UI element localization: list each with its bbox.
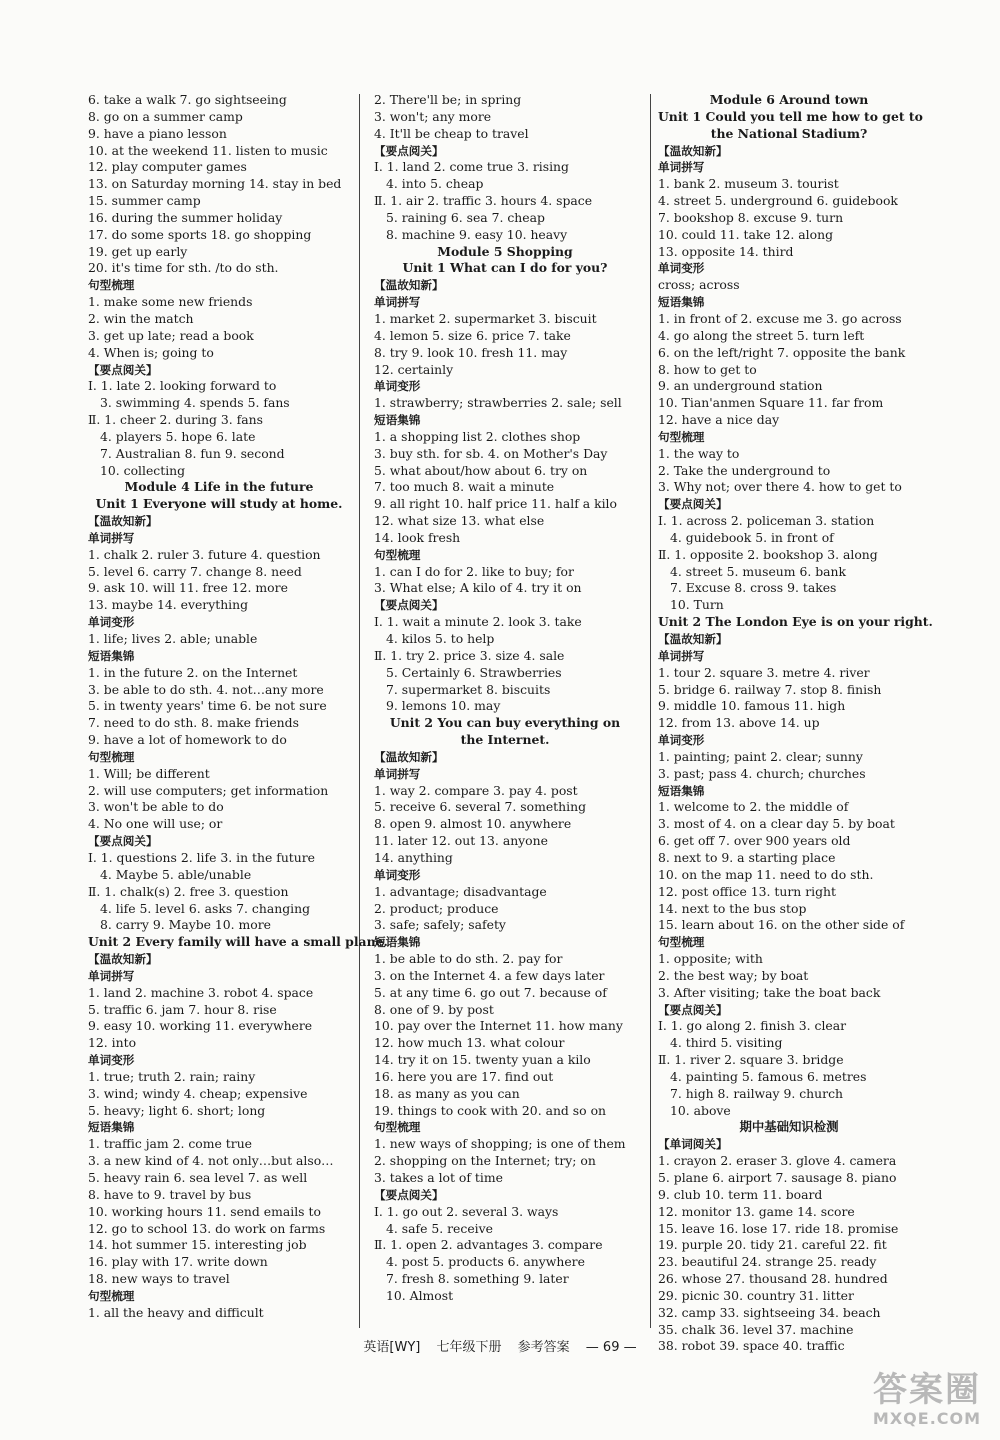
- answer-line: 5. in twenty years' time 6. be not sure: [88, 698, 327, 714]
- answer-line: 5. heavy rain 6. sea level 7. as well: [88, 1170, 308, 1185]
- answer-line: 8. one of 9. by post: [374, 1001, 494, 1017]
- answer-line: 2. Take the underground to: [658, 462, 831, 478]
- answer-line: 26. whose 27. thousand 28. hundred: [658, 1271, 888, 1287]
- answer-line: 5. at any time 6. go out 7. because of: [374, 984, 607, 1000]
- section-heading: 【温故知新】: [658, 632, 728, 646]
- answer-line: 1. strawberry; strawberries 2. sale; sell: [374, 395, 622, 411]
- answer-line: 14. look fresh: [374, 529, 461, 545]
- answer-line: 10. on the map 11. need to do sth.: [658, 866, 874, 882]
- answer-line: Ⅰ. 1. across 2. policeman 3. station: [658, 513, 875, 529]
- section-heading: 单词拼写: [658, 160, 705, 175]
- answer-line: 12. go to school 13. do work on farms: [88, 1220, 326, 1236]
- answer-line: 14. hot summer 15. interesting job: [88, 1237, 307, 1253]
- answer-line: 7. high 8. railway 9. church: [670, 1085, 843, 1101]
- answer-line: 15. summer camp: [88, 193, 201, 209]
- answer-line: 4. players 5. hope 6. late: [100, 428, 256, 444]
- answer-line: 7. bookshop 8. excuse 9. turn: [658, 209, 844, 225]
- answer-line: 9. all right 10. half price 11. half a kilo: [374, 496, 617, 512]
- answer-line: 1. can I do for 2. like to buy; for: [374, 563, 574, 579]
- answer-line: 9. easy 10. working 11. everywhere: [88, 1018, 313, 1034]
- answer-line: 9. lemons 10. may: [386, 698, 501, 714]
- answer-line: 12. from 13. above 14. up: [658, 715, 820, 731]
- answer-line: 9. have a piano lesson: [88, 125, 227, 141]
- answer-line: 16. here you are 17. find out: [374, 1068, 554, 1084]
- answer-line: 4. It'll be cheap to travel: [374, 125, 529, 141]
- answer-line: 4. kilos 5. to help: [386, 631, 495, 646]
- section-heading: 【单词阅关】: [658, 1137, 728, 1152]
- answer-line: 1. chalk 2. ruler 3. future 4. question: [88, 546, 321, 562]
- answer-line: 1. true; truth 2. rain; rainy: [88, 1068, 256, 1084]
- answer-line: 2. There'll be; in spring: [374, 92, 522, 107]
- section-heading: 【要点阅关】: [374, 598, 444, 613]
- section-heading: 【温故知新】: [88, 514, 158, 529]
- answer-line: 3. takes a lot of time: [374, 1170, 503, 1185]
- answer-line: 19. purple 20. tidy 21. careful 22. fit: [658, 1237, 887, 1253]
- answer-line: 4. painting 5. famous 6. metres: [670, 1068, 867, 1084]
- answer-line: 14. try it on 15. twenty yuan a kilo: [374, 1052, 591, 1068]
- answer-column-3: [658, 92, 933, 1355]
- answer-line: 4. safe 5. receive: [386, 1220, 493, 1236]
- section-heading: 单词拼写: [374, 295, 421, 310]
- answer-line: 3. won't; any more: [374, 108, 492, 124]
- answer-line: 1. painting; paint 2. clear; sunny: [658, 748, 863, 764]
- answer-line: 13. on Saturday morning 14. stay in bed: [88, 176, 342, 192]
- answer-line: 6. get off 7. over 900 years old: [658, 833, 851, 849]
- section-heading: 短语集锦: [374, 935, 421, 950]
- answer-line: 1. opposite; with: [658, 951, 763, 967]
- answer-line: 5. bridge 6. railway 7. stop 8. finish: [658, 681, 882, 697]
- answer-line: Ⅱ. 1. river 2. square 3. bridge: [658, 1052, 844, 1068]
- answer-line: Ⅱ. 1. air 2. traffic 3. hours 4. space: [374, 193, 593, 209]
- module-heading: Module 5 Shopping: [437, 243, 573, 259]
- module-heading: Unit 1 Could you tell me how to get to: [658, 108, 923, 124]
- watermark-url: MXQE.COM: [872, 1409, 982, 1428]
- answer-line: 2. shopping on the Internet; try; on: [374, 1153, 596, 1169]
- answer-line: 7. supermarket 8. biscuits: [386, 681, 551, 697]
- answer-line: 10. Turn: [670, 597, 724, 613]
- answer-line: 5. level 6. carry 7. change 8. need: [88, 563, 302, 579]
- answer-line: 3. won't be able to do: [88, 799, 224, 815]
- answer-line: 10. above: [670, 1102, 731, 1118]
- answer-line: 1. new ways of shopping; is one of them: [374, 1136, 626, 1152]
- answer-line: 3. on the Internet 4. a few days later: [374, 967, 605, 983]
- answer-line: Ⅱ. 1. opposite 2. bookshop 3. along: [658, 546, 878, 562]
- answer-line: 10. Almost: [386, 1287, 454, 1303]
- answer-line: 29. picnic 30. country 31. litter: [658, 1287, 854, 1303]
- answer-line: 3. buy sth. for sb. 4. on Mother's Day: [374, 445, 608, 461]
- answer-line: 4. street 5. museum 6. bank: [670, 563, 847, 579]
- answer-line: Ⅰ. 1. go along 2. finish 3. clear: [658, 1018, 847, 1034]
- section-heading: 【温故知新】: [374, 278, 444, 293]
- answer-line: 10. Tian'anmen Square 11. far from: [658, 395, 884, 411]
- answer-line: 1. the way to: [658, 445, 740, 461]
- section-heading: 短语集锦: [374, 413, 421, 428]
- answer-line: 1. make some new friends: [88, 294, 253, 310]
- column-divider: [650, 94, 651, 1328]
- answer-column-1: [88, 92, 388, 1322]
- section-heading: 单词拼写: [88, 530, 135, 545]
- section-heading: 句型梳理: [658, 935, 705, 950]
- answer-line: 1. in front of 2. excuse me 3. go across: [658, 310, 902, 326]
- answer-line: 16. play with 17. write down: [88, 1254, 268, 1270]
- footer-grade: 七年级下册: [436, 1340, 502, 1355]
- module-heading: the Internet.: [460, 732, 550, 748]
- module-heading: 期中基础知识检测: [739, 1119, 839, 1135]
- answer-line: 12. post office 13. turn right: [658, 883, 836, 899]
- answer-line: 3. After visiting; take the boat back: [658, 984, 881, 1000]
- answer-line: 1. market 2. supermarket 3. biscuit: [374, 310, 597, 326]
- answer-line: 8. carry 9. Maybe 10. more: [100, 917, 272, 933]
- section-heading: 单词拼写: [658, 648, 705, 663]
- answer-line: 2. win the match: [88, 310, 194, 326]
- section-heading: 单词拼写: [88, 968, 135, 983]
- answer-line: 3. Why not; over there 4. how to get to: [658, 479, 902, 495]
- module-heading: Module 4 Life in the future: [124, 479, 314, 495]
- answer-line: 5. receive 6. several 7. something: [374, 799, 587, 815]
- answer-line: 4. No one will use; or: [88, 816, 223, 832]
- section-heading: 【要点阅关】: [374, 1187, 444, 1202]
- answer-line: 4. lemon 5. size 6. price 7. take: [374, 327, 571, 343]
- section-heading: 【要点阅关】: [374, 143, 444, 158]
- answer-line: 15. leave 16. lose 17. ride 18. promise: [658, 1220, 899, 1236]
- answer-line: 2. the best way; by boat: [658, 967, 809, 983]
- answer-line: 9. club 10. term 11. board: [658, 1186, 823, 1202]
- answer-line: Ⅰ. 1. land 2. come true 3. rising: [374, 159, 569, 175]
- answer-line: 4. When is; going to: [88, 344, 214, 360]
- answer-line: 3. most of 4. on a clear day 5. by boat: [658, 816, 895, 832]
- answer-line: 5. raining 6. sea 7. cheap: [386, 209, 545, 225]
- answer-line: Ⅱ. 1. cheer 2. during 3. fans: [88, 412, 263, 428]
- answer-line: 12. play computer games: [88, 159, 247, 175]
- answer-line: 5. heavy; light 6. short; long: [88, 1102, 266, 1118]
- section-heading: 句型梳理: [88, 278, 135, 293]
- answer-line: 1. in the future 2. on the Internet: [88, 664, 298, 680]
- section-heading: 短语集锦: [658, 783, 705, 798]
- answer-line: cross; across: [658, 277, 740, 293]
- answer-line: 15. learn about 16. on the other side of: [658, 917, 905, 933]
- answer-line: 14. next to the bus stop: [658, 900, 807, 916]
- answer-line: 3. be able to do sth. 4. not…any more: [88, 681, 324, 697]
- section-heading: 句型梳理: [88, 1288, 135, 1303]
- section-heading: 单词变形: [658, 733, 705, 748]
- answer-line: 4. go along the street 5. turn left: [658, 327, 865, 343]
- section-heading: 单词变形: [374, 379, 421, 394]
- answer-line: 1. way 2. compare 3. pay 4. post: [374, 782, 578, 798]
- answer-line: 7. Australian 8. fun 9. second: [100, 445, 285, 461]
- answer-line: 3. swimming 4. spends 5. fans: [100, 395, 290, 411]
- answer-line: 1. a shopping list 2. clothes shop: [374, 428, 581, 444]
- column-divider: [359, 94, 360, 1328]
- module-heading: Unit 1 What can I do for you?: [402, 260, 608, 276]
- section-heading: 【温故知新】: [88, 952, 158, 967]
- answer-line: 3. get up late; read a book: [88, 327, 254, 343]
- answer-line: 5. plane 6. airport 7. sausage 8. piano: [658, 1170, 897, 1185]
- answer-line: 1. land 2. machine 3. robot 4. space: [88, 984, 314, 1000]
- answer-line: 12. what size 13. what else: [374, 513, 545, 529]
- footer-subject: 英语[WY]: [363, 1340, 421, 1355]
- answer-line: 19. things to cook with 20. and so on: [374, 1102, 607, 1118]
- answer-line: Ⅱ. 1. chalk(s) 2. free 3. question: [88, 883, 289, 899]
- section-heading: 【要点阅关】: [658, 497, 728, 512]
- answer-line: 12. certainly: [374, 361, 454, 377]
- section-heading: 【要点阅关】: [88, 362, 158, 377]
- page-number: — 69 —: [585, 1340, 637, 1355]
- answer-line: 4. post 5. products 6. anywhere: [386, 1254, 585, 1270]
- answer-line: 5. traffic 6. jam 7. hour 8. rise: [88, 1001, 277, 1017]
- answer-line: 10. working hours 11. send emails to: [88, 1203, 321, 1219]
- answer-line: Ⅰ. 1. wait a minute 2. look 3. take: [374, 614, 582, 630]
- section-heading: 短语集锦: [88, 648, 135, 663]
- module-heading: Module 6 Around town: [709, 92, 869, 107]
- answer-line: 18. new ways to travel: [88, 1271, 230, 1287]
- answer-line: 10. pay over the Internet 11. how many: [374, 1018, 623, 1034]
- section-heading: 句型梳理: [88, 749, 135, 764]
- answer-line: 7. Excuse 8. cross 9. takes: [670, 580, 837, 596]
- answer-line: 5. what about/how about 6. try on: [374, 462, 588, 478]
- answer-line: 4. Maybe 5. able/unable: [100, 866, 252, 882]
- section-heading: 【温故知新】: [374, 749, 444, 764]
- answer-line: 1. be able to do sth. 2. pay for: [374, 951, 563, 967]
- section-heading: 句型梳理: [374, 547, 421, 562]
- answer-line: 17. do some sports 18. go shopping: [88, 226, 312, 242]
- answer-line: 12. monitor 13. game 14. score: [658, 1203, 855, 1219]
- module-heading: Unit 2 You can buy everything on: [389, 715, 621, 731]
- answer-line: Ⅱ. 1. open 2. advantages 3. compare: [374, 1237, 603, 1253]
- answer-line: 8. go on a summer camp: [88, 108, 243, 124]
- section-heading: 单词拼写: [374, 766, 421, 781]
- answer-line: 14. anything: [374, 849, 453, 865]
- section-heading: 单词变形: [658, 261, 705, 276]
- answer-line: 4. life 5. level 6. asks 7. changing: [100, 900, 310, 916]
- section-heading: 句型梳理: [374, 1120, 421, 1135]
- module-heading: Unit 2 Every family will have a small plane.: [88, 934, 388, 950]
- answer-line: Ⅱ. 1. try 2. price 3. size 4. sale: [374, 647, 565, 663]
- section-heading: 短语集锦: [658, 295, 705, 310]
- answer-line: 4. third 5. visiting: [670, 1035, 783, 1051]
- answer-line: 7. fresh 8. something 9. later: [386, 1271, 569, 1287]
- section-heading: 句型梳理: [658, 429, 705, 444]
- answer-line: 1. traffic jam 2. come true: [88, 1136, 253, 1152]
- answer-line: 9. middle 10. famous 11. high: [658, 698, 846, 714]
- answer-line: 20. it's time for sth. /to do sth.: [88, 260, 279, 276]
- answer-line: Ⅰ. 1. go out 2. several 3. ways: [374, 1203, 559, 1219]
- answer-column-2: [374, 92, 636, 1305]
- answer-line: 1. crayon 2. eraser 3. glove 4. camera: [658, 1153, 897, 1169]
- answer-line: 3. wind; windy 4. cheap; expensive: [88, 1085, 308, 1101]
- answer-line: 2. product; produce: [374, 900, 499, 916]
- answer-line: 6. on the left/right 7. opposite the bank: [658, 344, 906, 360]
- answer-line: 8. how to get to: [658, 361, 757, 377]
- answer-line: 12. have a nice day: [658, 412, 780, 428]
- answer-line: 1. all the heavy and difficult: [88, 1304, 264, 1320]
- answer-line: 7. too much 8. wait a minute: [374, 479, 555, 495]
- section-heading: 【温故知新】: [658, 143, 728, 158]
- answer-line: 11. later 12. out 13. anyone: [374, 833, 548, 849]
- answer-line: 12. how much 13. what colour: [374, 1035, 565, 1051]
- section-heading: 【要点阅关】: [88, 834, 158, 849]
- answer-line: 3. past; pass 4. church; churches: [658, 765, 866, 781]
- answer-line: 1. welcome to 2. the middle of: [658, 799, 849, 815]
- answer-line: 8. have to 9. travel by bus: [88, 1186, 252, 1202]
- answer-line: 35. chalk 36. level 37. machine: [658, 1321, 854, 1337]
- answer-line: 8. try 9. look 10. fresh 11. may: [374, 344, 568, 360]
- answer-line: Ⅰ. 1. questions 2. life 3. in the future: [88, 849, 316, 865]
- watermark-logo: 答案圈: [873, 1370, 981, 1410]
- answer-line: 3. a new kind of 4. not only…but also…: [88, 1153, 334, 1169]
- answer-line: 5. Certainly 6. Strawberries: [386, 664, 562, 680]
- answer-line: 8. next to 9. a starting place: [658, 849, 836, 865]
- section-heading: 单词变形: [88, 1053, 135, 1068]
- answer-line: 19. get up early: [88, 243, 188, 259]
- answer-line: 38. robot 39. space 40. traffic: [658, 1338, 845, 1354]
- answer-line: 8. open 9. almost 10. anywhere: [374, 816, 572, 832]
- answer-line: 4. into 5. cheap: [386, 176, 484, 192]
- answer-line: 10. collecting: [100, 462, 186, 478]
- answer-line: 13. opposite 14. third: [658, 243, 794, 259]
- answer-line: 8. machine 9. easy 10. heavy: [386, 226, 568, 242]
- answer-line: 1. Will; be different: [88, 765, 210, 781]
- answer-line: Ⅰ. 1. late 2. looking forward to: [88, 378, 277, 394]
- page-footer: [0, 1336, 1000, 1355]
- footer-label: 参考答案: [517, 1340, 570, 1355]
- answer-line: 12. into: [88, 1035, 137, 1051]
- answer-line: 4. street 5. underground 6. guidebook: [658, 193, 898, 209]
- answer-line: 6. take a walk 7. go sightseeing: [88, 92, 287, 107]
- answer-line: 9. an underground station: [658, 378, 823, 394]
- answer-line: 1. life; lives 2. able; unable: [88, 631, 258, 646]
- answer-line: 7. need to do sth. 8. make friends: [88, 715, 299, 731]
- answer-line: 3. safe; safely; safety: [374, 917, 506, 933]
- module-heading: Unit 1 Everyone will study at home.: [95, 496, 343, 512]
- answer-line: 18. as many as you can: [374, 1085, 520, 1101]
- answer-line: 32. camp 33. sightseeing 34. beach: [658, 1304, 881, 1320]
- answer-line: 1. advantage; disadvantage: [374, 883, 547, 899]
- module-heading: the National Stadium?: [710, 125, 868, 141]
- answer-line: 2. will use computers; get information: [88, 782, 329, 798]
- watermark: [868, 1371, 986, 1428]
- answer-line: 4. guidebook 5. in front of: [670, 529, 834, 545]
- answer-line: 3. What else; A kilo of 4. try it on: [374, 580, 582, 596]
- answer-line: 13. maybe 14. everything: [88, 597, 249, 613]
- section-heading: 单词变形: [374, 867, 421, 882]
- answer-line: 23. beautiful 24. strange 25. ready: [658, 1254, 877, 1270]
- answer-line: 9. have a lot of homework to do: [88, 732, 287, 748]
- answer-line: 16. during the summer holiday: [88, 209, 283, 225]
- section-heading: 【要点阅关】: [658, 1002, 728, 1017]
- answer-line: 10. could 11. take 12. along: [658, 226, 834, 242]
- answer-line: 10. at the weekend 11. listen to music: [88, 142, 328, 158]
- section-heading: 短语集锦: [88, 1120, 135, 1135]
- answer-line: 9. ask 10. will 11. free 12. more: [88, 580, 288, 596]
- answer-line: 1. tour 2. square 3. metre 4. river: [658, 664, 870, 680]
- answer-line: 1. bank 2. museum 3. tourist: [658, 176, 839, 192]
- section-heading: 单词变形: [88, 615, 135, 630]
- module-heading: Unit 2 The London Eye is on your right.: [658, 614, 933, 630]
